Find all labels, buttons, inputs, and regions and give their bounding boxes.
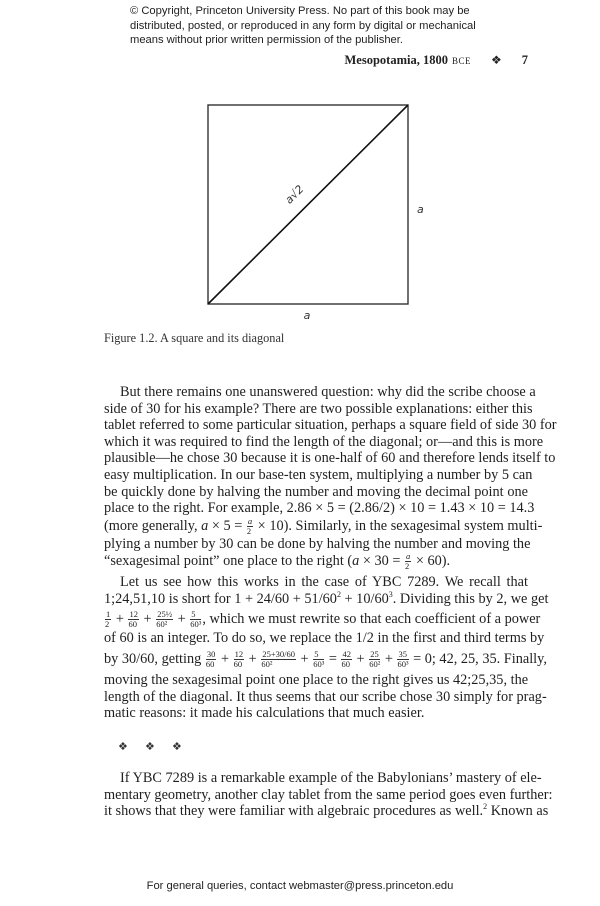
text-run: (more generally, bbox=[104, 517, 202, 534]
figure-square-diagonal bbox=[0, 0, 600, 330]
text-line: by 30/60, getting $\frac{30}{60}$ + $\frac{12}{60}$ + $\frac{25+30/60}{\text{60²}}$ + $\frac{5}{\text{60³}}$ = $\frac{42}{60}$ + $\frac{25}{\text{60²}}$ + $\frac{35}{\text{60³}}$ = 0; 42, 25, 35. Finally, bbox=[104, 649, 547, 670]
text-line: Let us see how this works in the case of YBC 7289. We recall that bbox=[120, 574, 528, 591]
fraction: $\frac{12}{60}$ bbox=[233, 649, 244, 670]
era-label: BCE bbox=[451, 56, 471, 66]
text-line: tablet referred to some particular situation, perhaps a square field of side 30 for bbox=[104, 417, 557, 434]
diagonal-label: a√2 bbox=[282, 182, 307, 207]
footer-contact: For general queries, contact webmaster@press.princeton.edu bbox=[146, 880, 454, 892]
copyright-line: means without prior written permission of the publisher. bbox=[130, 34, 403, 47]
diagonal-line bbox=[208, 105, 408, 304]
text-line bbox=[104, 515, 543, 536]
text-line: moving the sexagesimal point one place to the right gives us 42;25,35, the bbox=[104, 672, 529, 689]
ornament-icon: ❖ bbox=[490, 53, 502, 67]
fraction: $\frac{12}{60}$ bbox=[128, 608, 138, 629]
fraction: $\frac{25+30/60}{\text{60²}}$ bbox=[261, 649, 295, 670]
math-var: a bbox=[201, 517, 209, 534]
text-line: which it was required to find the length of the diagonal; or—and this is more bbox=[104, 433, 544, 450]
text-line: of 60 is an integer. To do so, we replace the 1/2 in the first and third terms by bbox=[104, 629, 545, 646]
fraction: $\frac{\text{25½}}{\text{60²}}$ bbox=[156, 608, 173, 629]
text-line: place to the right. For example, 2.86 × 5 = (2.86/2) × 10 = 1.43 × 10 = 14.3 bbox=[104, 500, 535, 517]
text-line: it shows that they were familiar with algebraic procedures as well.$^2$ Known as bbox=[104, 802, 549, 820]
paragraph-3 bbox=[104, 770, 553, 820]
text-line: If YBC 7289 is a remarkable example of the Babylonians’ mastery of ele- bbox=[120, 770, 542, 786]
section-break bbox=[118, 740, 199, 753]
fraction: $\frac{a}{2}$ bbox=[405, 551, 411, 572]
square-diagram bbox=[0, 0, 600, 330]
page-number: 7 bbox=[521, 53, 528, 67]
paragraph-1 bbox=[104, 384, 557, 572]
fraction: $\frac{35}{\text{60³}}$ bbox=[397, 649, 409, 670]
text-run: × 10). Similarly, in the sexagesimal system multi- bbox=[254, 517, 543, 534]
text-line: side of 30 for his example? There are two possible explanations: either this bbox=[104, 400, 533, 417]
fraction: $\frac{5}{\text{60³}}$ bbox=[190, 608, 202, 629]
text-line bbox=[104, 552, 528, 571]
text-run: × 5 = bbox=[208, 517, 246, 534]
text-line: plying a number by 30 can be done by halving the number and moving the bbox=[104, 535, 531, 552]
text-run: “sexagesimal point” one place to the right ( bbox=[104, 553, 353, 570]
ornament-icon: ❖ bbox=[145, 740, 155, 753]
text-line: 1;24,51,10 is short for $1 + 24/60 + 51/60^2 + 10/60^3$. Dividing this by 2, we get bbox=[104, 590, 549, 607]
copyright-line: distributed, posted, or reproduced in any form by digital or mechanical bbox=[130, 19, 476, 32]
figure-caption: Figure 1.2. A square and its diagonal bbox=[104, 331, 285, 345]
fraction: $\frac{42}{60}$ bbox=[341, 649, 351, 670]
text-line: matic reasons: it made his calculations that much easier. bbox=[104, 705, 425, 722]
text-line: $\frac{1}{2}$ + $\frac{12}{60}$ + $\frac{\text{25½}}{\text{60²}}$ + $\frac{5}{\text{60³}}$ , which we must rewrite so that each coefficient of a power bbox=[105, 608, 541, 629]
text-line: length of the diagonal. It thus seems that our scribe chose 30 simply for prag- bbox=[104, 688, 547, 705]
text-line: be quickly done by halving the number and moving the decimal point one bbox=[104, 483, 528, 500]
chapter-title: Mesopotamia, 1800 bbox=[344, 53, 448, 67]
fraction: $\frac{25}{\text{60²}}$ bbox=[369, 649, 381, 670]
side-label-bottom: a bbox=[303, 309, 311, 322]
ornament-icon: ❖ bbox=[172, 740, 182, 753]
text-line: mentary geometry, another clay tablet from the same period goes even further: bbox=[104, 786, 553, 803]
paragraph-2 bbox=[104, 574, 549, 722]
text-run: × 30 = bbox=[359, 553, 405, 570]
fraction: $\frac{a}{2}$ bbox=[246, 515, 253, 536]
side-label-right: a bbox=[417, 203, 424, 216]
text-run: × 60). bbox=[412, 553, 451, 570]
math-var: a bbox=[352, 553, 360, 570]
fraction: $\frac{30}{60}$ bbox=[205, 649, 216, 670]
text-line: easy multiplication. In our base-ten system, multiplying a number by 5 can bbox=[104, 466, 533, 483]
footnote-marker[interactable]: 2 bbox=[483, 802, 488, 812]
copyright-line: © Copyright, Princeton University Press. No part of this book may be bbox=[130, 5, 470, 17]
ornament-icon: ❖ bbox=[118, 740, 128, 753]
body-text bbox=[104, 384, 557, 722]
fraction: $\frac{5}{\text{60³}}$ bbox=[313, 649, 325, 670]
fraction: $\frac{1}{2}$ bbox=[105, 608, 111, 629]
text-line: plausible—he chose 30 because it is one-half of 60 and therefore lends itself to bbox=[104, 450, 556, 467]
text-line: But there remains one unanswered question: why did the scribe choose a bbox=[120, 384, 536, 400]
